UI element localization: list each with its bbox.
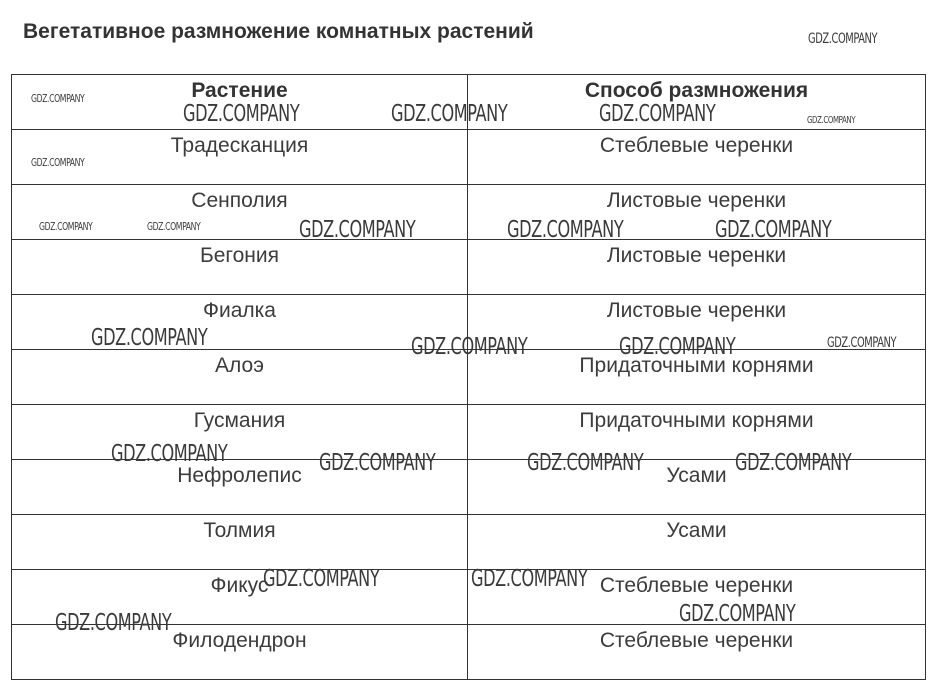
watermark: GDZ.COMPANY	[111, 441, 228, 467]
table-row	[12, 405, 926, 460]
table-row	[12, 295, 926, 350]
watermark: GDZ.COMPANY	[31, 92, 85, 105]
table-row	[12, 240, 926, 295]
method-cell: Листовые черенки	[468, 240, 926, 295]
table-row	[12, 350, 926, 405]
watermark: GDZ.COMPANY	[471, 566, 588, 592]
watermark: GDZ.COMPANY	[507, 217, 624, 243]
watermark: GDZ.COMPANY	[715, 217, 832, 243]
watermark: GDZ.COMPANY	[619, 334, 736, 360]
method-cell: Листовые черенки	[468, 185, 926, 240]
plant-cell: Традесканция	[12, 130, 468, 185]
table-header-row	[12, 75, 926, 130]
watermark: GDZ.COMPANY	[679, 601, 796, 627]
method-cell: Придаточными корнями	[468, 350, 926, 405]
method-cell: Усами	[468, 460, 926, 515]
column-header-method: Способ размножения	[468, 75, 926, 130]
watermark: GDZ.COMPANY	[299, 217, 416, 243]
method-cell: Стеблевые черенки	[468, 570, 926, 625]
page-title: Вегетативное размножение комнатных растений	[23, 20, 534, 43]
table-row	[12, 460, 926, 515]
watermark: GDZ.COMPANY	[91, 325, 208, 351]
plant-cell: Фиалка	[12, 295, 468, 350]
method-cell: Стеблевые черенки	[468, 130, 926, 185]
watermark: GDZ.COMPANY	[807, 115, 856, 126]
table-row	[12, 625, 926, 680]
method-cell: Придаточными корнями	[468, 405, 926, 460]
plant-cell: Бегония	[12, 240, 468, 295]
watermark: GDZ.COMPANY	[31, 156, 85, 169]
watermark: GDZ.COMPANY	[319, 450, 436, 476]
table-row	[12, 570, 926, 625]
plant-cell: Алоэ	[12, 350, 468, 405]
watermark: GDZ.COMPANY	[411, 334, 528, 360]
watermark: GDZ.COMPANY	[391, 101, 508, 127]
watermark: GDZ.COMPANY	[55, 610, 172, 636]
watermark: GDZ.COMPANY	[827, 335, 897, 351]
plant-cell: Сенполия	[12, 185, 468, 240]
method-cell: Усами	[468, 515, 926, 570]
table-row	[12, 130, 926, 185]
plant-cell: Фикус	[12, 570, 468, 625]
plant-cell: Нефролепис	[12, 460, 468, 515]
column-header-plant: Растение	[12, 75, 468, 130]
watermark: GDZ.COMPANY	[263, 566, 380, 592]
watermark: GDZ.COMPANY	[527, 450, 644, 476]
plants-table	[11, 74, 926, 680]
table-row	[12, 515, 926, 570]
watermark: GDZ.COMPANY	[39, 220, 93, 233]
plant-cell: Гусмания	[12, 405, 468, 460]
watermark: GDZ.COMPANY	[808, 31, 878, 47]
method-cell: Листовые черенки	[468, 295, 926, 350]
table-row	[12, 185, 926, 240]
plant-cell: Филодендрон	[12, 625, 468, 680]
watermark: GDZ.COMPANY	[735, 450, 852, 476]
watermark: GDZ.COMPANY	[183, 101, 300, 127]
watermark: GDZ.COMPANY	[147, 220, 201, 233]
method-cell: Стеблевые черенки	[468, 625, 926, 680]
watermark: GDZ.COMPANY	[599, 101, 716, 127]
plant-cell: Толмия	[12, 515, 468, 570]
